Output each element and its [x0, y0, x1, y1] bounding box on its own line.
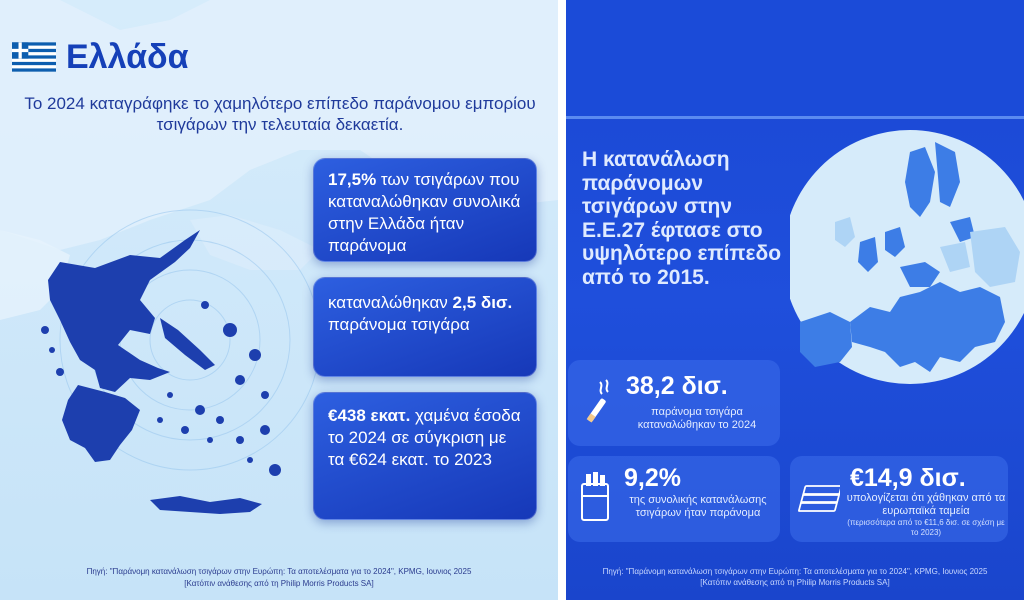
eu-headline: Η κατανάλωση παράνομων τσιγάρων στην Ε.Ε.27 έφτασε στο υψηλότερο επίπεδο από το 2015.: [582, 148, 782, 289]
stat-text-pre: καταναλώθηκαν: [328, 293, 453, 312]
band-divider: [566, 116, 1024, 119]
stat-card-illicit-share: [313, 158, 537, 262]
page-title: Ελλάδα: [66, 38, 189, 76]
money-stack-icon: [798, 484, 840, 514]
europe-map: [790, 122, 1024, 412]
greek-flag-icon: [12, 42, 56, 72]
stat-card-eu-volume: [568, 360, 780, 446]
stat-value: €14,9 δισ.: [850, 464, 966, 492]
stat-card-illicit-volume: [313, 277, 537, 377]
subtitle: Το 2024 καταγράφηκε το χαμηλότερο επίπεδο παράνομου εμπορίου τσιγάρων την τελευταία δεκαετία.: [24, 94, 536, 134]
stat-text: χαμένα έσοδα το 2024 σε σύγκριση με τα €624 εκατ. το 2023: [328, 406, 521, 469]
source-line: [Κατόπιν ανάθεσης από τη Philip Morris Products SA]: [184, 579, 374, 588]
source-line: Πηγή: "Παράνομη κατανάλωση τσιγάρων στην Ευρώπη: Τα αποτελέσματα για το 2024", KPMG, Ιουνιος 2025: [602, 567, 988, 576]
stat-note: (περισσότερα από το €11,6 δισ. σε σχέση με το 2023): [847, 518, 1005, 537]
stat-value: 9,2%: [624, 464, 681, 492]
stat-highlight: 17,5%: [328, 170, 377, 189]
cigarette-pack-icon: [580, 470, 610, 522]
stat-text: της συνολικής κατανάλωσης τσιγάρων ήταν παράνομα: [629, 494, 767, 519]
stat-card-eu-lost-revenue: [790, 456, 1008, 542]
stat-text: των τσιγάρων που καταναλώθηκαν συνολικά στην Ελλάδα ήταν παράνομα: [328, 170, 521, 255]
stat-value: 38,2 δισ.: [626, 372, 728, 400]
stat-card-eu-share: [568, 456, 780, 542]
source-note: [566, 566, 1024, 588]
panel-divider: [558, 0, 566, 600]
source-line: [Κατόπιν ανάθεσης από τη Philip Morris Products SA]: [700, 578, 890, 587]
stat-text: παράνομα τσιγάρα: [328, 315, 470, 334]
top-band: [566, 0, 1024, 116]
source-note: [0, 566, 558, 590]
cigarette-icon: [580, 378, 612, 426]
stat-text: υπολογίζεται ότι χάθηκαν από τα ευρωπαϊκά ταμεία: [846, 492, 1006, 517]
stat-text: παράνομα τσιγάρα καταναλώθηκαν το 2024: [637, 406, 757, 431]
stat-highlight: €438 εκατ.: [328, 406, 411, 425]
stat-card-lost-revenue: [313, 392, 537, 520]
source-line: Πηγή: "Παράνομη κατανάλωση τσιγάρων στην Ευρώπη: Τα αποτελέσματα για το 2024", KPMG, Ιουνιος 2025: [86, 567, 472, 576]
eu-panel: [566, 0, 1024, 600]
stat-highlight: 2,5 δισ.: [452, 293, 513, 312]
